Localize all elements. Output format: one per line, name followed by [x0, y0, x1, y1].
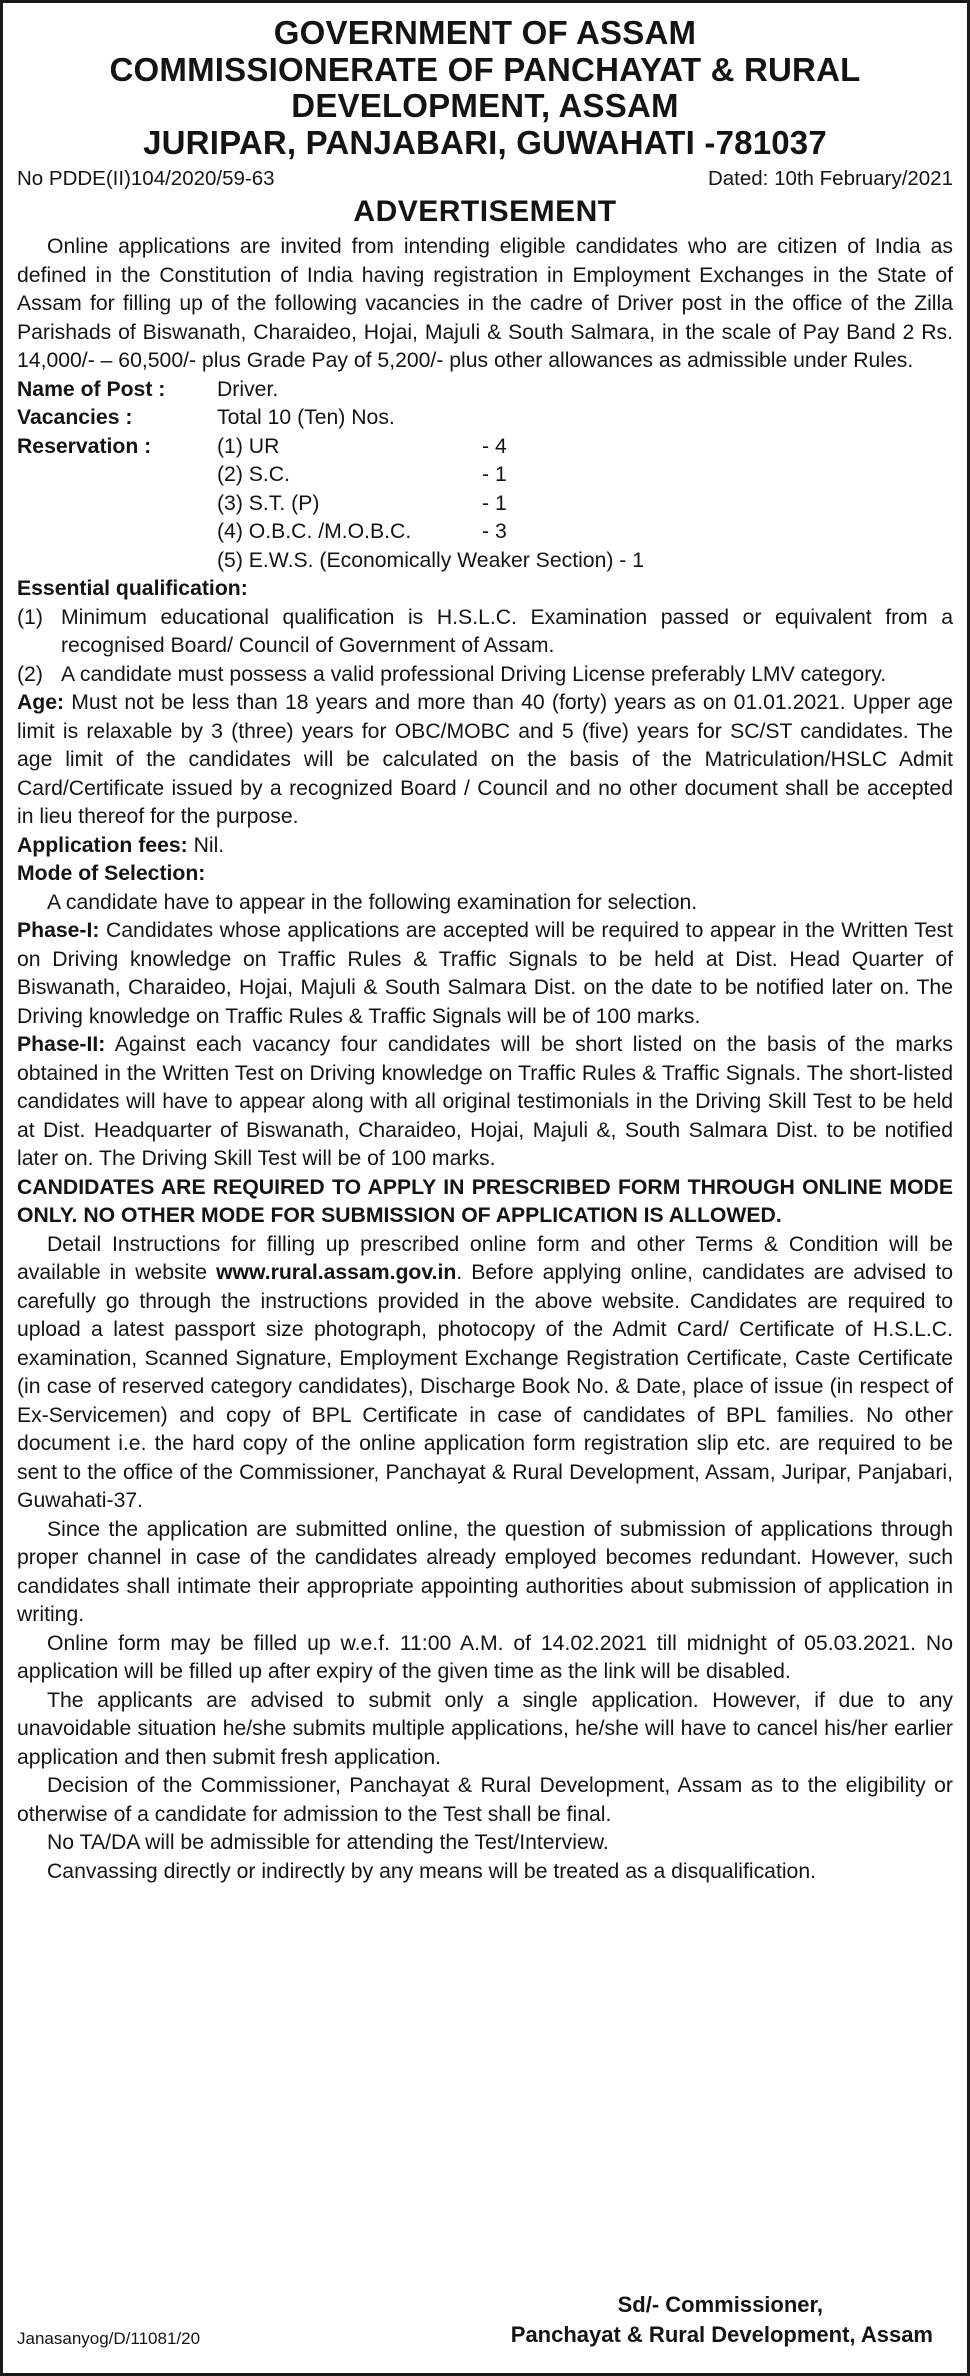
- paragraph: Decision of the Commissioner, Panchayat & Rural Development, Assam as to the eligibility or otherwise of a candidate for admission to the Test shall be final.: [17, 1774, 953, 1826]
- reference-line: [17, 167, 953, 191]
- reference-number: No PDDE(II)104/2020/59-63: [17, 167, 275, 190]
- website-link[interactable]: www.rural.assam.gov.in: [216, 1261, 457, 1284]
- letterhead: [17, 15, 953, 161]
- selection-intro: A candidate have to appear in the following examination for selection.: [47, 890, 698, 914]
- reservation-row: [217, 518, 953, 547]
- reservation-count: - 4: [482, 434, 507, 458]
- phase-2-label: Phase-II:: [17, 1033, 106, 1056]
- post-value: Driver.: [217, 377, 279, 401]
- qualification-item: [17, 661, 953, 690]
- paragraph: Canvassing directly or indirectly by any means will be treated as a disqualification.: [47, 1859, 817, 1883]
- signature-line-2: Panchayat & Rural Development, Assam: [510, 2322, 933, 2347]
- phase-1-paragraph: [17, 917, 953, 1031]
- online-mode-notice: CANDIDATES ARE REQUIRED TO APPLY IN PRESCRIBED FORM THROUGH ONLINE MODE ONLY. NO OTHER MODE FOR SUBMISSION OF APPLICATION IS ALLOWED.: [17, 1175, 953, 1227]
- reservation-category: (2) S.C.: [217, 463, 290, 486]
- vacancies-label: Vacancies :: [17, 406, 133, 429]
- letterhead-line-3: DEVELOPMENT, ASSAM: [291, 87, 679, 124]
- signature-block: [17, 2292, 953, 2355]
- qualification-number: (2): [17, 662, 43, 686]
- qualification-heading: Essential qualification:: [17, 577, 248, 600]
- reservation-row: [217, 461, 953, 490]
- reservation-count: - 1: [482, 491, 507, 515]
- date: Dated: 10th February/2021: [707, 167, 953, 190]
- signature-line-1: Sd/- Commissioner,: [617, 2292, 823, 2317]
- vacancies-value: Total 10 (Ten) Nos.: [217, 406, 395, 429]
- reservation-category: (3) S.T. (P): [217, 491, 320, 515]
- page-title: ADVERTISEMENT: [353, 195, 617, 228]
- qualification-text: Minimum educational qualification is H.S.L.C. Examination passed or equivalent from a recognised Board/ Council of Government of Assam.: [61, 605, 953, 657]
- intro-paragraph: Online applications are invited from intending eligible candidates who are citizen of India as defined in the Constitution of India having registration in Employment Exchanges in the State of Assam for filling up of the following vacancies in the cadre of Driver post in the office of the Zilla Parishads of Biswanath, Charaideo, Hojai, Majuli & South Salmara, in the scale of Pay Band 2 Rs. 14,000/- – 60,500/- plus Grade Pay of 5,200/- plus other allowances as admissible under Rules.: [17, 235, 953, 372]
- qualification-text: A candidate must possess a valid professional Driving License preferably LMV category.: [61, 662, 887, 686]
- phase-2-text: Against each vacancy four candidates will be short listed on the basis of the marks obtained in the Written Test on Driving knowledge on Traffic Rules & Traffic Signals. The short-listed candidates will have to appear along with all original testimonials in the Driving Skill Test to be held at Dist. Headquarter of Biswanath, Charaideo, Hojai, Majuli &, South Salmara Dist. to be notified later on. The Driving Skill Test will be of 100 marks.: [17, 1033, 953, 1170]
- reservation-category: (4) O.B.C. /M.O.B.C.: [217, 520, 412, 543]
- post-row: [17, 376, 953, 405]
- post-label: Name of Post :: [17, 377, 166, 401]
- age-label: Age:: [17, 691, 65, 714]
- qualification-item: [17, 604, 953, 661]
- paragraph: No TA/DA will be admissible for attending the Test/Interview.: [47, 1831, 609, 1854]
- janasanyog-reference: Janasanyog/D/11081/20: [17, 2329, 201, 2348]
- instructions-paragraph: [17, 1231, 953, 1516]
- fees-row: [17, 832, 953, 861]
- paragraph: Since the application are submitted online, the question of submission of applications through proper channel in case of the candidates already employed becomes redundant. However, such candidates shall intimate their appropriate appointing authorities about submission of application in writing.: [17, 1517, 953, 1626]
- letterhead-line-1: GOVERNMENT OF ASSAM: [273, 14, 697, 51]
- letterhead-address: JURIPAR, PANJABARI, GUWAHATI -781037: [143, 123, 827, 161]
- fees-value: Nil.: [193, 833, 225, 857]
- fees-label: Application fees:: [17, 833, 188, 857]
- reservation-block: [17, 433, 953, 576]
- reservation-count: - 1: [482, 463, 507, 486]
- paragraph: Online form may be filled up w.e.f. 11:00 A.M. of 14.02.2021 till midnight of 05.03.2021. No application will be filled up after expiry of the given time as the link will be disabled.: [17, 1631, 953, 1683]
- reservation-category: (1) UR: [217, 434, 280, 458]
- qualification-number: (1): [17, 605, 43, 629]
- phase-1-label: Phase-I:: [17, 919, 100, 942]
- age-paragraph: [17, 689, 953, 832]
- reservation-row: [217, 490, 953, 519]
- reservation-count: - 3: [482, 520, 507, 543]
- age-text: Must not be less than 18 years and more than 40 (forty) years as on 01.01.2021. Upper age limit is relaxable by 3 (three) years for OBC/MOBC and 5 (five) years for SC/ST candidates. The age limit of the candidates will be calculated on the basis of the Matriculation/HSLC Admit Card/Certificate issued by a recognized Board / Council and no other document shall be accepted in lieu thereof for the purpose.: [17, 691, 954, 828]
- letterhead-line-2: COMMISSIONERATE OF PANCHAYAT & RURAL: [109, 50, 861, 88]
- reservation-label: Reservation :: [17, 434, 152, 458]
- reservation-row-ews: (5) E.W.S. (Economically Weaker Section) - 1: [217, 548, 645, 572]
- selection-heading: Mode of Selection:: [17, 862, 206, 885]
- reservation-row: [217, 433, 953, 462]
- phase-1-text: Candidates whose applications are accepted will be required to appear in the Written Test on Driving knowledge on Traffic Rules & Traffic Signals to be held at Dist. Head Quarter of Biswanath, Charaideo, Hojai, Majuli & South Salmara Dist. on the date to be notified later on. The Driving knowledge on Traffic Rules & Traffic Signals will be of 100 marks.: [17, 919, 953, 1028]
- instructions-pre: Detail Instructions for filling up prescribed online form and other Terms & Condition will be available in website: [17, 1232, 953, 1284]
- instructions-post: . Before applying online, candidates are advised to carefully go through the instructions provided in the above website. Candidates are required to upload a latest passport size photograph, photocopy of the Admit Card/ Certificate of H.S.L.C. examination, Scanned Signature, Employment Exchange Registration Certificate, Caste Certificate (in case of reserved category candidates), Discharge Book No. & Date, place of issue (in respect of Ex-Servicemen) and copy of BPL Certificate in case of candidates of BPL families. No other document i.e. the hard copy of the online application form registration slip etc. are required to be sent to the office of the Commissioner, Panchayat & Rural Development, Assam, Juripar, Panjabari, Guwahati-37.: [17, 1261, 954, 1512]
- vacancies-row: [17, 404, 953, 433]
- phase-2-paragraph: [17, 1031, 953, 1174]
- paragraph: The applicants are advised to submit only a single application. However, if due to any unavoidable situation he/she submits multiple applications, he/she will have to cancel his/her earlier application and then submit fresh application.: [17, 1688, 953, 1769]
